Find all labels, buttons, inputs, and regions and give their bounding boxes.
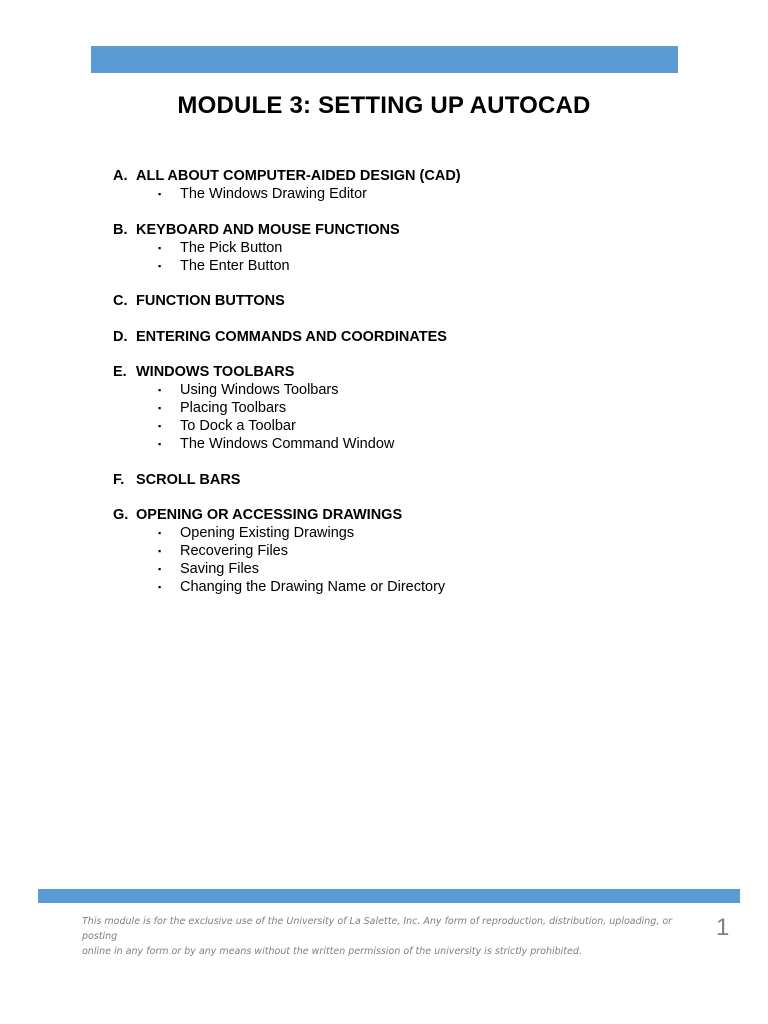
subtopic-item [113, 239, 673, 257]
subtopic-item [113, 524, 673, 542]
outline-section [113, 292, 673, 310]
outline-section [113, 328, 673, 346]
copyright-line-1: This module is for the exclusive use of the University of La Salette, Inc. Any form of reproduction, distribution, uploading, or posting [82, 916, 673, 942]
section-letter: E. [113, 364, 127, 380]
subtopic-label: The Windows Drawing Editor [180, 186, 367, 202]
subtopic-item [113, 257, 673, 275]
subtopic-label: Saving Files [180, 561, 259, 577]
outline-section [113, 167, 673, 203]
subtopic-label: Using Windows Toolbars [180, 382, 339, 398]
section-title: FUNCTION BUTTONS [136, 293, 285, 309]
subtopic-item [113, 185, 673, 203]
section-heading [113, 292, 673, 310]
section-title: ENTERING COMMANDS AND COORDINATES [136, 328, 447, 345]
square-bullet-icon: ▪ [158, 189, 162, 199]
outline-section [113, 363, 673, 453]
section-letter: D. [113, 328, 128, 345]
square-bullet-icon: ▪ [158, 385, 162, 395]
subtopic-item [113, 417, 673, 435]
subtopic-label: Changing the Drawing Name or Directory [180, 579, 446, 595]
page-title: MODULE 3: SETTING UP AUTOCAD [177, 92, 591, 119]
subtopic-list [113, 381, 673, 453]
section-heading [113, 328, 673, 346]
subtopic-label: Placing Toolbars [180, 400, 287, 416]
section-letter: G. [113, 507, 129, 523]
section-title: KEYBOARD AND MOUSE FUNCTIONS [136, 221, 400, 238]
square-bullet-icon: ▪ [158, 528, 162, 538]
subtopic-label: The Enter Button [180, 257, 290, 274]
section-letter: A. [113, 168, 128, 184]
copyright-notice [82, 914, 697, 959]
subtopic-item [113, 381, 673, 399]
section-title: OPENING OR ACCESSING DRAWINGS [136, 507, 403, 523]
square-bullet-icon: ▪ [158, 582, 162, 592]
square-bullet-icon: ▪ [158, 439, 162, 449]
square-bullet-icon: ▪ [158, 260, 162, 271]
section-heading [113, 221, 673, 239]
section-heading [113, 363, 673, 381]
subtopic-label: To Dock a Toolbar [180, 418, 296, 434]
section-title: ALL ABOUT COMPUTER-AIDED DESIGN (CAD) [136, 168, 461, 184]
subtopic-item [113, 435, 673, 453]
subtopic-label: The Windows Command Window [180, 436, 395, 452]
module-outline [113, 167, 673, 614]
subtopic-item [113, 560, 673, 578]
subtopic-list [113, 239, 673, 275]
square-bullet-icon: ▪ [158, 403, 162, 413]
section-heading [113, 471, 673, 489]
subtopic-list [113, 524, 673, 596]
header-accent-bar [91, 46, 678, 73]
section-letter: C. [113, 293, 128, 309]
subtopic-list [113, 185, 673, 203]
page-number: 1 [716, 914, 730, 941]
square-bullet-icon: ▪ [158, 564, 162, 574]
copyright-line-2: online in any form or by any means without the written permission of the university is strictly prohibited. [82, 946, 582, 957]
square-bullet-icon: ▪ [158, 546, 162, 556]
outline-section [113, 506, 673, 596]
footer-accent-bar [38, 889, 740, 903]
square-bullet-icon: ▪ [158, 421, 162, 431]
subtopic-item [113, 578, 673, 596]
outline-section [113, 471, 673, 489]
section-title: WINDOWS TOOLBARS [136, 364, 295, 380]
subtopic-label: Recovering Files [180, 543, 288, 559]
subtopic-label: Opening Existing Drawings [180, 525, 355, 541]
square-bullet-icon: ▪ [158, 242, 162, 253]
section-letter: B. [113, 221, 128, 238]
section-title: SCROLL BARS [136, 471, 241, 488]
section-heading [113, 506, 673, 524]
section-letter: F. [113, 471, 125, 488]
section-heading [113, 167, 673, 185]
outline-section [113, 221, 673, 275]
subtopic-item [113, 399, 673, 417]
subtopic-label: The Pick Button [180, 239, 283, 256]
subtopic-item [113, 542, 673, 560]
